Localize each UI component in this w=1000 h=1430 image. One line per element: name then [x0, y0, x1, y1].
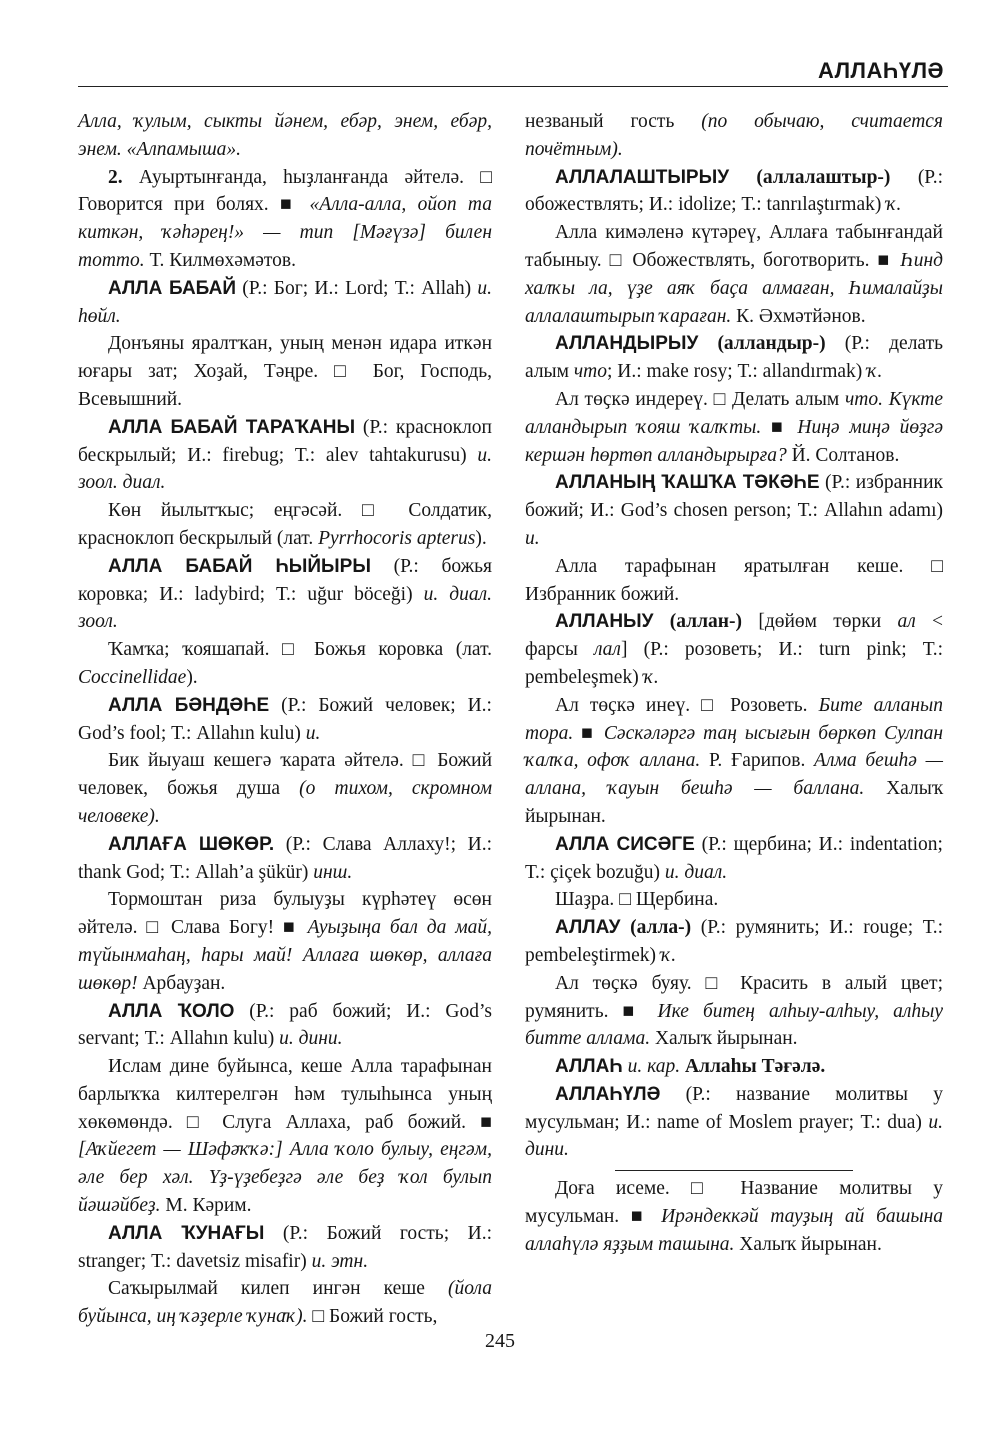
etymology-word: лал: [593, 639, 621, 661]
section-end-rule: [615, 1170, 853, 1171]
russian-gloss: □ Говорится при болях.: [78, 166, 493, 216]
definition: Ҡамҡа; ҡояшапай.: [108, 639, 270, 661]
entry-continuation: [78, 108, 492, 164]
headword: АЛЛА СИСӘГЕ: [555, 833, 695, 855]
source: М. Кәрим.: [165, 1195, 252, 1217]
russian-gloss: □ Солдатик, красноклоп бескрылый (лат.: [78, 500, 492, 549]
translations: (Р.: избранник божий; И.: God’s chosen person; Т.: Allahın adamı): [525, 472, 944, 522]
russian-gloss: □ Обожествлять, боготворить.: [609, 249, 870, 271]
entry-body: [78, 1053, 492, 1220]
entry-allahule: [525, 1081, 943, 1164]
part-of-speech: и. кар.: [627, 1056, 681, 1078]
entry-alla-qolo: [78, 998, 492, 1054]
russian-gloss: □ Слава Богу!: [146, 917, 275, 939]
running-head: АЛЛАҺҮЛӘ: [817, 58, 944, 83]
latin-name: Pyrrhocoris apterus: [318, 527, 476, 549]
punctuation: ).: [186, 666, 198, 688]
part-of-speech: ҡ.: [660, 944, 677, 966]
translations: (Р.: румянить; И.: rouge; Т.: pembeleştirmek): [525, 917, 944, 966]
entry-body: [78, 886, 492, 997]
example-text: ■ «Алла-алла, ойоп та киткән, ҡәһәрең!» — тип [Мәғүзә] билен тотто.: [78, 194, 492, 271]
part-of-speech: инш.: [313, 861, 353, 883]
definition: Донъяны яралтҡан, уның менән идара иткән юғары зат; Хоҙай, Тәңре.: [78, 333, 492, 383]
headword: АЛЛА БАБАЙ ТАРАҠАНЫ: [108, 416, 356, 438]
entry-body: [78, 497, 492, 553]
header-rule: [78, 86, 948, 87]
source: Халыҡ йырынан.: [739, 1233, 882, 1255]
translations: (Р.: Божий человек; И.: God’s fool; Т.: Allahın kulu): [78, 694, 492, 744]
entry-allau: [525, 914, 943, 970]
russian-gloss: □ Розоветь.: [701, 694, 808, 716]
definition: Тормоштан риза булыуҙы күрһәтеү өсөн әйтелә.: [78, 889, 492, 939]
translations: (Р.: название молитвы у мусульман; И.: name of Moslem prayer; Т.: dua): [525, 1083, 944, 1133]
headword: АЛЛАУ: [555, 917, 621, 939]
sense-2: [78, 164, 492, 275]
headword: АЛЛАНЫҢ ҠАШҠА ТӘКӘҺЕ: [555, 472, 820, 494]
definition: Ал төҫкә инеү.: [555, 694, 691, 716]
entry-allalashtyryu: [525, 164, 943, 220]
source: Т. Килмөхәмәтов.: [149, 249, 296, 271]
part-of-speech: ҡ.: [643, 666, 659, 688]
headword: АЛЛАНДЫРЫУ: [555, 333, 699, 355]
translations: (Р.: раб божий; И.: God’s servant; Т.: Allahın kulu): [78, 1000, 493, 1050]
stem: (алла-): [630, 917, 692, 939]
definition: Ислам дине буйынса, кеше Алла тарафынан барлыҡҡа килтерелгән һәм тулыһынса уның хөкөмөндә.: [78, 1056, 492, 1133]
source: К. Әхмәтйәнов.: [736, 305, 866, 327]
entry-body: [78, 636, 492, 692]
entry-alla-babay-hyyyry: [78, 553, 492, 636]
entry-allah: [525, 1053, 943, 1081]
russian-gloss: □ Божья коровка (лат.: [282, 639, 493, 661]
part-of-speech: и. дини.: [279, 1028, 343, 1050]
part-of-speech: ҡ.: [886, 194, 902, 216]
entry-alla-qunagy: [78, 1220, 492, 1276]
russian-gloss: □ Делать алым: [713, 388, 840, 410]
etymology: ]: [620, 639, 628, 661]
translations: (Р.: делать алым: [525, 333, 943, 383]
entry-body: [78, 330, 492, 413]
part-of-speech: и.: [305, 722, 321, 744]
left-column: [78, 108, 492, 1331]
entry-body: [78, 747, 492, 830]
right-column: [525, 108, 943, 1259]
definition: Шаҙра.: [555, 889, 615, 911]
entry-body: [525, 692, 943, 831]
russian-gloss: □ Слуга Аллаха, раб божий.: [186, 1111, 467, 1133]
entry-alla-babay: [78, 275, 492, 331]
headword: АЛЛАҺҮЛӘ: [555, 1083, 661, 1105]
russian-gloss: □ Божий человек, божья душа: [78, 750, 492, 800]
example-text: Бите алланып тора. ■ Сәскәләргә таң ысығын бөркөп Сулпан ҡалҡа, офоҡ аллана.: [525, 694, 943, 772]
entry-body: [78, 1275, 492, 1331]
headword: АЛЛАҺ: [555, 1056, 623, 1078]
headword: АЛЛАЛАШТЫРЫУ: [555, 166, 730, 188]
etymology-word: ал: [897, 611, 916, 633]
translations: (Р.: Слава Аллаху!; И.: thank God; Т.: Allah’a şükür): [78, 833, 492, 883]
translations: (Р.: Божий гость; И.: stranger; Т.: davetsiz misafir): [78, 1222, 493, 1272]
russian-gloss: □ Название молитвы у мусульман.: [525, 1178, 944, 1228]
source: Арбауҙан.: [142, 972, 226, 994]
headword: АЛЛА ҠОЛО: [108, 1000, 235, 1022]
source: Халыҡ йырынан.: [654, 1028, 798, 1050]
headword: АЛЛАНЫУ: [555, 611, 654, 633]
entry-alla-bendehe: [78, 692, 492, 748]
definition: Ал төҫкә индереү.: [555, 388, 708, 410]
stem: (аллалаштыр-): [756, 166, 891, 188]
headword: АЛЛА ҠУНАҒЫ: [108, 1222, 265, 1244]
part-of-speech: и. дини.: [525, 1111, 944, 1161]
punctuation: ).: [475, 527, 487, 549]
russian-gloss: □ Божий гость,: [312, 1306, 438, 1328]
part-of-speech: и. диал.: [664, 861, 728, 883]
example-text: ■ Һинд халҡы ла, үҙе аяҡ баҫа алмаған, Һималайҙы аллалаштырып ҡараған.: [525, 249, 943, 327]
definition: Бик йыуаш кешегә ҡарата әйтелә.: [108, 750, 404, 772]
entry-body: [525, 386, 943, 469]
entry-body: [525, 553, 943, 609]
russian-gloss: незваный гость: [525, 111, 675, 132]
headword: АЛЛАҒА ШӨКӨР.: [108, 833, 275, 855]
page-number: 245: [485, 1330, 515, 1352]
part-of-speech: и.: [525, 527, 540, 549]
russian-gloss: □ Избранник божий.: [525, 555, 943, 605]
definition: Көн йылытҡыс; еңгәсәй.: [108, 500, 343, 522]
headword: АЛЛА БАБАЙ: [108, 277, 236, 299]
example-text: ■ Ирәндеккәй тауҙың ай башына аллаһүлә яҙҙым ташына.: [525, 1206, 943, 1255]
definition: Алла тарафынан яратылған кеше.: [555, 555, 904, 577]
etymology: < фарсы: [525, 611, 944, 661]
usage-note: (йола буйынса, иң ҡәҙерле ҡунаҡ).: [78, 1278, 493, 1328]
entry-body: [525, 970, 943, 1053]
translations: (Р.: щербина; И.: indentation; Т.: çiçek bozuğu): [525, 833, 943, 883]
stem: (алландыр-): [717, 333, 826, 355]
entry-allanyn-qashqa-tekehe: [525, 469, 943, 552]
headword: АЛЛА БАБАЙ ҺЫЙЫРЫ: [108, 555, 371, 577]
translations: (Р.: Бог; И.: Lord; Т.: Allah): [242, 277, 472, 299]
source: Й. Солтанов.: [791, 444, 900, 466]
definition: Саҡырылмай килеп ингән кеше: [108, 1278, 425, 1300]
entry-body: [525, 1175, 943, 1258]
entry-continuation: [525, 108, 943, 164]
entry-allaga-shokor: [78, 831, 492, 887]
example-text: Алла, ҡулым, сыкты йәнем, ебәр, энем, ебәр, энем. «Алпамыша».: [78, 111, 492, 160]
definition: Ауыртынғанда, һыҙланғанда әйтелә.: [138, 166, 464, 188]
russian-gloss: □ Щербина.: [619, 889, 719, 911]
translations: (Р.: божья коровка; И.: ladybird; Т.: uğur böceği): [78, 555, 492, 605]
usage-note: (по обычаю, считается почётным).: [525, 111, 943, 160]
entry-body: [525, 219, 943, 330]
example-text: ■ [Аҡйегет — Шәфәҡҡә:] Алла ҡоло булыу, еңгәм, әле бер хәл. Үҙ-үҙебеҙгә әле беҙ ҡол булып йәшәйбеҙ.: [78, 1111, 493, 1217]
translations: ; И.: make rosy; Т.: allandırmak): [607, 361, 863, 383]
latin-name: Coccinellidae: [78, 666, 187, 688]
sense-number: 2.: [108, 166, 123, 188]
translation-object: что: [573, 361, 608, 383]
entry-alla-sisege: [525, 831, 943, 887]
translations: (Р.: обожествлять; И.: idolize; Т.: tanrılaştırmak): [525, 166, 944, 216]
example-text: Күкте алландырып ҡояш ҡалҡты. ■ Ниңә миңә йөҙгә кершән һөртөп алландырырға?: [525, 388, 944, 466]
russian-gloss: □ Бог, Господь, Всевышний.: [78, 361, 493, 410]
definition: Алла кимәленә күтәреү, Аллаға табынғандай табыныу.: [525, 222, 943, 271]
translations: (Р.: красноклоп бескрылый; И.: firebug; Т.: alev tahtakurusu): [78, 416, 492, 466]
entry-alla-babay-tarakany: [78, 414, 492, 497]
example-text: ■ Ике битең алһыу-алһыу, алһыу битте аллама.: [525, 1000, 944, 1050]
stem: (аллан-): [669, 611, 743, 633]
cross-reference: Аллаһы Тәғәлә.: [684, 1056, 826, 1078]
definition: Доға исеме.: [555, 1178, 670, 1200]
russian-gloss-object: что.: [844, 388, 883, 410]
russian-gloss: □ Красить в алый цвет; румянить.: [525, 972, 943, 1022]
part-of-speech: и. этн.: [311, 1250, 369, 1272]
part-of-speech: и. һөйл.: [78, 277, 492, 327]
translations: (Р.: розоветь; И.: turn pink; Т.: pembeleşmek): [525, 639, 943, 688]
example-text: Алма бешһә — аллана, ҡауын бешһә — баллана.: [525, 750, 943, 800]
entry-allanyu: [525, 608, 943, 691]
entry-allandyryu: [525, 330, 943, 386]
headword: АЛЛА БӘНДӘҺЕ: [108, 694, 270, 716]
entry-body: [525, 886, 943, 914]
part-of-speech: ҡ.: [867, 361, 883, 383]
source: Халыҡ йырынан.: [525, 778, 943, 827]
part-of-speech: и. диал. зоол.: [78, 583, 493, 633]
part-of-speech: и. зоол. диал.: [78, 444, 492, 494]
usage-note: (о тихом, скромном человеке).: [78, 778, 493, 827]
example-text: ■ Ауыҙыңа бал да май, түйынмаһаң, һары май! Аллаға шөкөр, аллаға шөкөр!: [78, 917, 493, 994]
etymology: [дөйөм төрки: [758, 611, 882, 633]
definition: Ал төҫкә буяу.: [555, 972, 692, 994]
source: Р. Ғарипов.: [708, 750, 806, 772]
